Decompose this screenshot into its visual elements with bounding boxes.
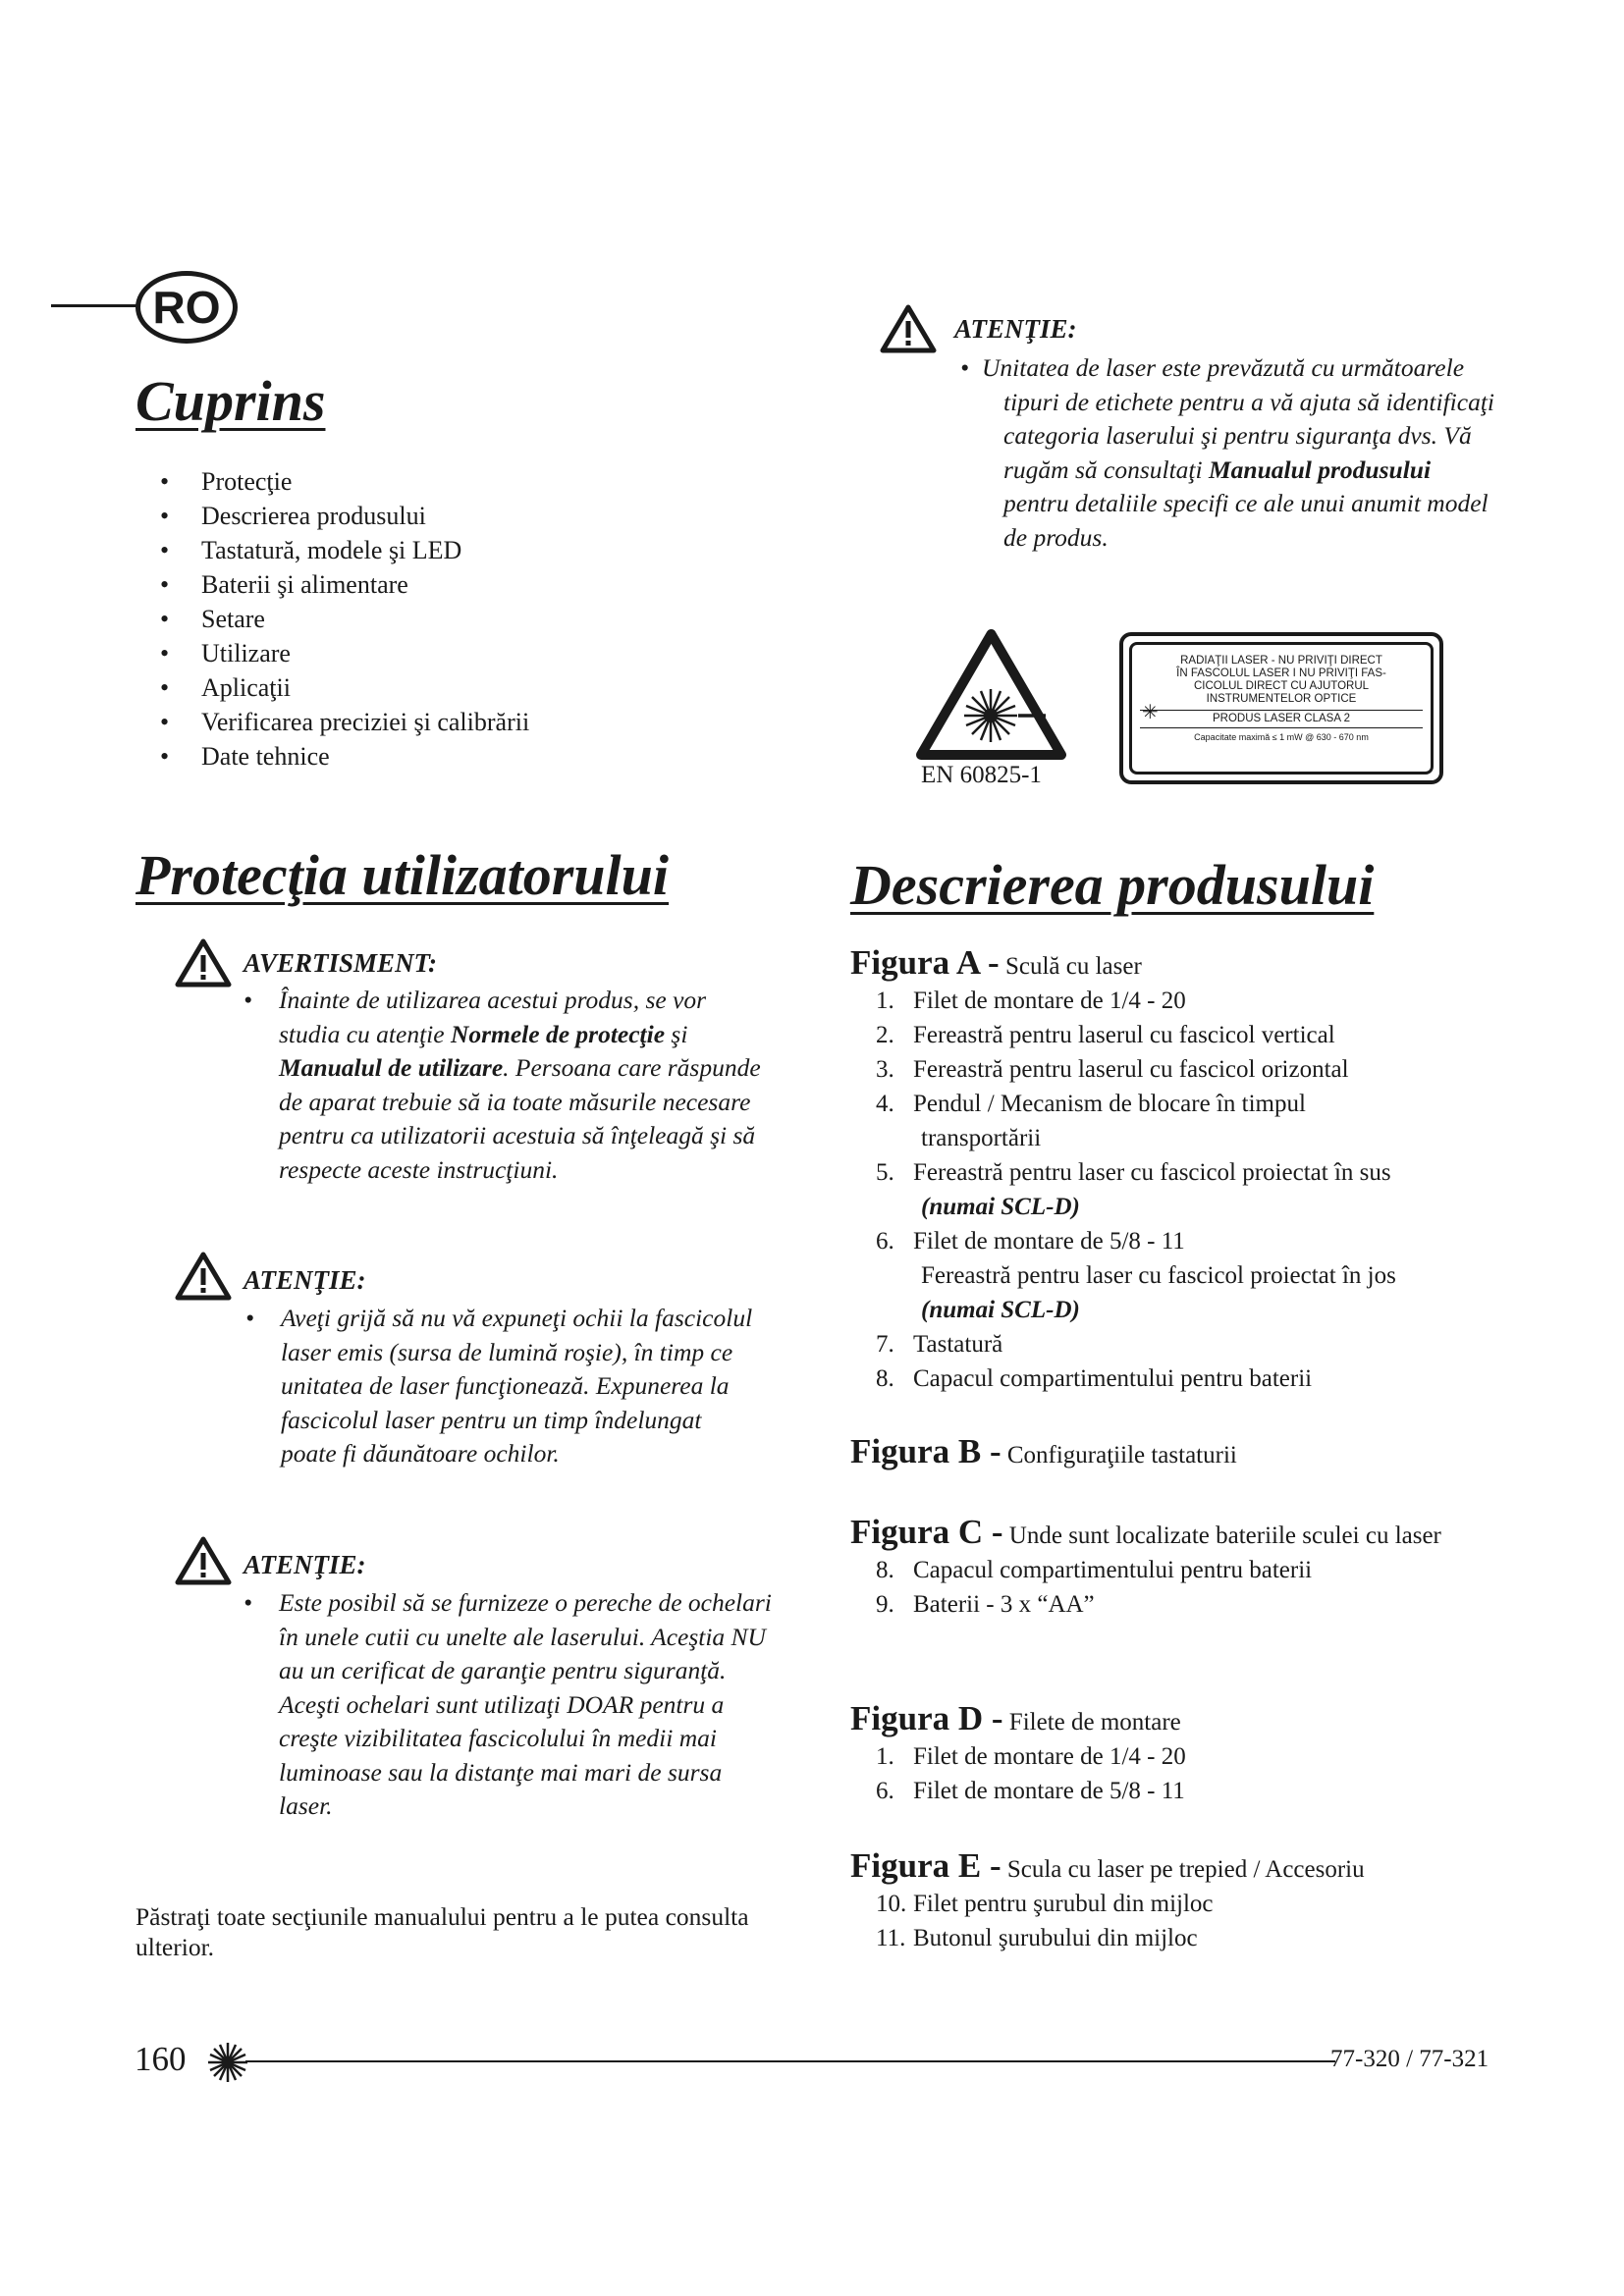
label-class: PRODUS LASER CLASA 2 (1213, 713, 1350, 724)
protection-section (135, 842, 669, 908)
warning-triangle-icon (175, 1536, 232, 1585)
figure-e-label: Figura E - (850, 1846, 1001, 1885)
item-text: Fereastră pentru laserul cu fascicol orizontal (913, 1056, 1349, 1083)
item-number: 7. (876, 1331, 894, 1358)
protection-title: Protecţia utilizatorului (135, 843, 670, 907)
description-title: Descrierea produsului (850, 853, 1375, 917)
warning-triangle-icon (175, 938, 232, 988)
item-text: Filet de montare de 5/8 - 11 (913, 1778, 1185, 1804)
toc-item: • Protecţie (160, 464, 710, 499)
figure-b (850, 1432, 1518, 1472)
toc-list (160, 464, 710, 774)
item-number: 10. (876, 1891, 907, 1917)
laser-star-icon: ✳ (1142, 702, 1159, 723)
bullet: • (244, 1588, 252, 1617)
laser-hazard-icon (916, 628, 1066, 761)
item-text: Filet de montare de 1/4 - 20 (913, 1743, 1186, 1770)
figure-list-item (876, 1155, 1518, 1190)
figure-list-item (876, 1258, 1518, 1293)
figure-d-caption: Filete de montare (1008, 1709, 1181, 1735)
item-text: Fereastră pentru laserul cu fascicol vertical (913, 1022, 1335, 1048)
figure-list-item (876, 1018, 1518, 1052)
figure-a-caption: Sculă cu laser (1004, 953, 1142, 980)
toc-title: Cuprins (135, 369, 326, 433)
figure-d (850, 1699, 1518, 1808)
warning-triangle-icon (175, 1252, 232, 1301)
page-number: 160 (135, 2040, 187, 2078)
item-text: Butonul şurubului din mijloc (913, 1925, 1198, 1951)
language-badge: RO (135, 271, 238, 344)
figure-list-item (876, 1362, 1518, 1396)
caution2-heading: ATENŢIE: (244, 1550, 366, 1579)
avertisment-text-2: şi (665, 1019, 688, 1048)
figure-list-item (876, 1121, 1518, 1155)
label-line: RADIAŢII LASER - NU PRIVIŢI DIRECT (1180, 655, 1382, 667)
description-section (850, 852, 1374, 918)
figure-c-label: Figura C - (850, 1513, 1003, 1551)
item-number: 5. (876, 1159, 894, 1186)
item-text: Fereastră pentru laser cu fascicol proiectat în sus (913, 1159, 1391, 1186)
right-warning-heading: ATENŢIE: (954, 314, 1077, 344)
figure-d-list (876, 1739, 1518, 1808)
toc-item: • Setare (160, 602, 710, 636)
laser-warning-label (1119, 632, 1443, 784)
right-warning-text-before: Unitatea de laser este prevăzută cu următoarele tipuri de etichete pentru a vă ajuta să identificaţi categoria laserului şi pentru siguranţa dvs. Vă rugăm să consultaţi (982, 353, 1494, 484)
figure-d-label: Figura D - (850, 1699, 1003, 1737)
item-text: Fereastră pentru laser cu fascicol proiectat în jos (921, 1262, 1396, 1289)
item-text: Pendul / Mecanism de blocare în timpul (913, 1091, 1306, 1117)
item-text: Baterii - 3 x “AA” (913, 1591, 1095, 1618)
figure-list-item (876, 1921, 1518, 1955)
item-number: 8. (876, 1365, 894, 1392)
caution1-body: Aveţi grijă să nu vă expuneţi ochii la fascicolul laser emis (sursa de lumină roşie), în timp ce unitatea de laser funcţionează. Expunerea la fascicolul laser pentru un timp îndelungat poate fi dăunătoare ochilor. (281, 1304, 753, 1468)
item-number: 1. (876, 988, 894, 1014)
figure-a-list (876, 984, 1518, 1396)
figure-b-caption: Configuraţiile tastaturii (1006, 1442, 1237, 1468)
right-warning-bold: Manualul produsului (1208, 454, 1432, 484)
toc-section (135, 368, 325, 434)
laser-warning-label-inner (1129, 642, 1434, 774)
warning-triangle-icon (880, 304, 937, 353)
protection-note: Păstraţi toate secţiunile manualului pentru a le putea consulta ulterior. (135, 1902, 749, 1961)
figure-list-item (876, 984, 1518, 1018)
item-text: (numai SCL-D) (921, 1297, 1080, 1323)
figure-list-item (876, 1190, 1518, 1224)
caution2-body: Este posibil să se furnizeze o pereche de ochelari în unele cutii cu unelte ale laserului. Aceştia NU au un cerificat de garanţie pentru siguranţă. Aceşti ochelari sunt utilizaţi DOAR pentru a creşte vizibilitatea fascicolului în medii mai luminoase sau la distanţe mai mari de sursa laser. (279, 1588, 772, 1820)
toc-item: • Aplicaţii (160, 670, 710, 705)
figure-c-caption: Unde sunt localizate bateriile sculei cu laser (1008, 1522, 1441, 1549)
toc-item: • Utilizare (160, 636, 710, 670)
toc-item: • Tastatură, modele şi LED (160, 533, 710, 567)
item-text: Filet de montare de 1/4 - 20 (913, 988, 1186, 1014)
right-warning-text-after: pentru detaliile specifi ce ale unui anumit model de produs. (1003, 489, 1489, 552)
figure-b-label: Figura B - (850, 1432, 1001, 1470)
item-text: transportării (921, 1125, 1042, 1151)
avertisment-text-3: . Persoana care răspunde de aparat trebuie să ia toate măsurile necesare pentru ca utilizatorii acestuia să înţeleagă şi să respecte aceste instrucţiuni. (279, 1053, 761, 1184)
avertisment-text-1: Înainte de utilizarea acestui produs, se vor studia cu atenţie (279, 986, 707, 1048)
figure-c (850, 1513, 1498, 1622)
item-text: Filet pentru şurubul din mijloc (913, 1891, 1214, 1917)
item-number: 8. (876, 1557, 894, 1583)
footer-rule (245, 2060, 1335, 2062)
figure-list-item (876, 1774, 1518, 1808)
figure-e-list (876, 1887, 1518, 1955)
bullet: • (245, 1304, 254, 1332)
item-text: (numai SCL-D) (921, 1194, 1080, 1220)
toc-item: • Baterii şi alimentare (160, 567, 710, 602)
laser-burst-icon (206, 2041, 249, 2084)
item-text: Capacul compartimentului pentru baterii (913, 1557, 1313, 1583)
item-text: Filet de montare de 5/8 - 11 (913, 1228, 1185, 1255)
figure-list-item (876, 1087, 1518, 1121)
figure-list-item (876, 1293, 1518, 1327)
item-number: 4. (876, 1091, 894, 1117)
right-warning-text (960, 351, 1495, 555)
label-capacity: Capacitate maximă ≤ 1 mW @ 630 - 670 nm (1194, 732, 1369, 742)
figure-list-item (876, 1052, 1518, 1087)
laser-standard: EN 60825-1 (921, 762, 1042, 788)
toc-item: • Descrierea produsului (160, 499, 710, 533)
caution2-text (244, 1586, 774, 1824)
figure-e-caption: Scula cu laser pe trepied / Accesoriu (1006, 1856, 1365, 1883)
figure-e (850, 1846, 1518, 1955)
figure-list-item (876, 1739, 1518, 1774)
figure-list-item (876, 1327, 1518, 1362)
figure-list-item (876, 1887, 1518, 1921)
figure-a (850, 943, 1518, 1396)
item-number: 6. (876, 1778, 894, 1804)
caution1-heading: ATENŢIE: (244, 1265, 366, 1295)
figure-list-item (876, 1224, 1518, 1258)
avertisment-text (244, 984, 764, 1187)
item-number: 3. (876, 1056, 894, 1083)
avertisment-bold-1: Normele de protecţie (450, 1019, 666, 1048)
item-number: 11. (876, 1925, 906, 1951)
item-text: Capacul compartimentului pentru baterii (913, 1365, 1313, 1392)
item-number: 9. (876, 1591, 894, 1618)
label-class-row (1140, 702, 1423, 728)
badge-line (51, 304, 139, 307)
figure-list-item (876, 1553, 1498, 1587)
toc-item: • Verificarea preciziei şi calibrării (160, 705, 710, 739)
item-text: Tastatură (913, 1331, 1003, 1358)
label-line: CICOLUL DIRECT CU AJUTORUL (1193, 680, 1370, 692)
figure-c-list (876, 1553, 1498, 1622)
figure-list-item (876, 1587, 1498, 1622)
label-line: ÎN FASCOLUL LASER I NU PRIVIŢI FAS- (1176, 667, 1386, 679)
toc-item: • Date tehnice (160, 739, 710, 774)
bullet: • (960, 353, 969, 382)
avertisment-bold-2: Manualul de utilizare (279, 1053, 504, 1082)
item-number: 6. (876, 1228, 894, 1255)
figure-a-label: Figura A - (850, 943, 1000, 982)
item-number: 1. (876, 1743, 894, 1770)
caution1-text (245, 1302, 756, 1471)
bullet: • (244, 986, 252, 1014)
label-line: INSTRUMENTELOR OPTICE (1206, 693, 1357, 705)
model-reference: 77-320 / 77-321 (1330, 2046, 1489, 2072)
item-number: 2. (876, 1022, 894, 1048)
avertisment-heading: AVERTISMENT: (244, 948, 438, 978)
